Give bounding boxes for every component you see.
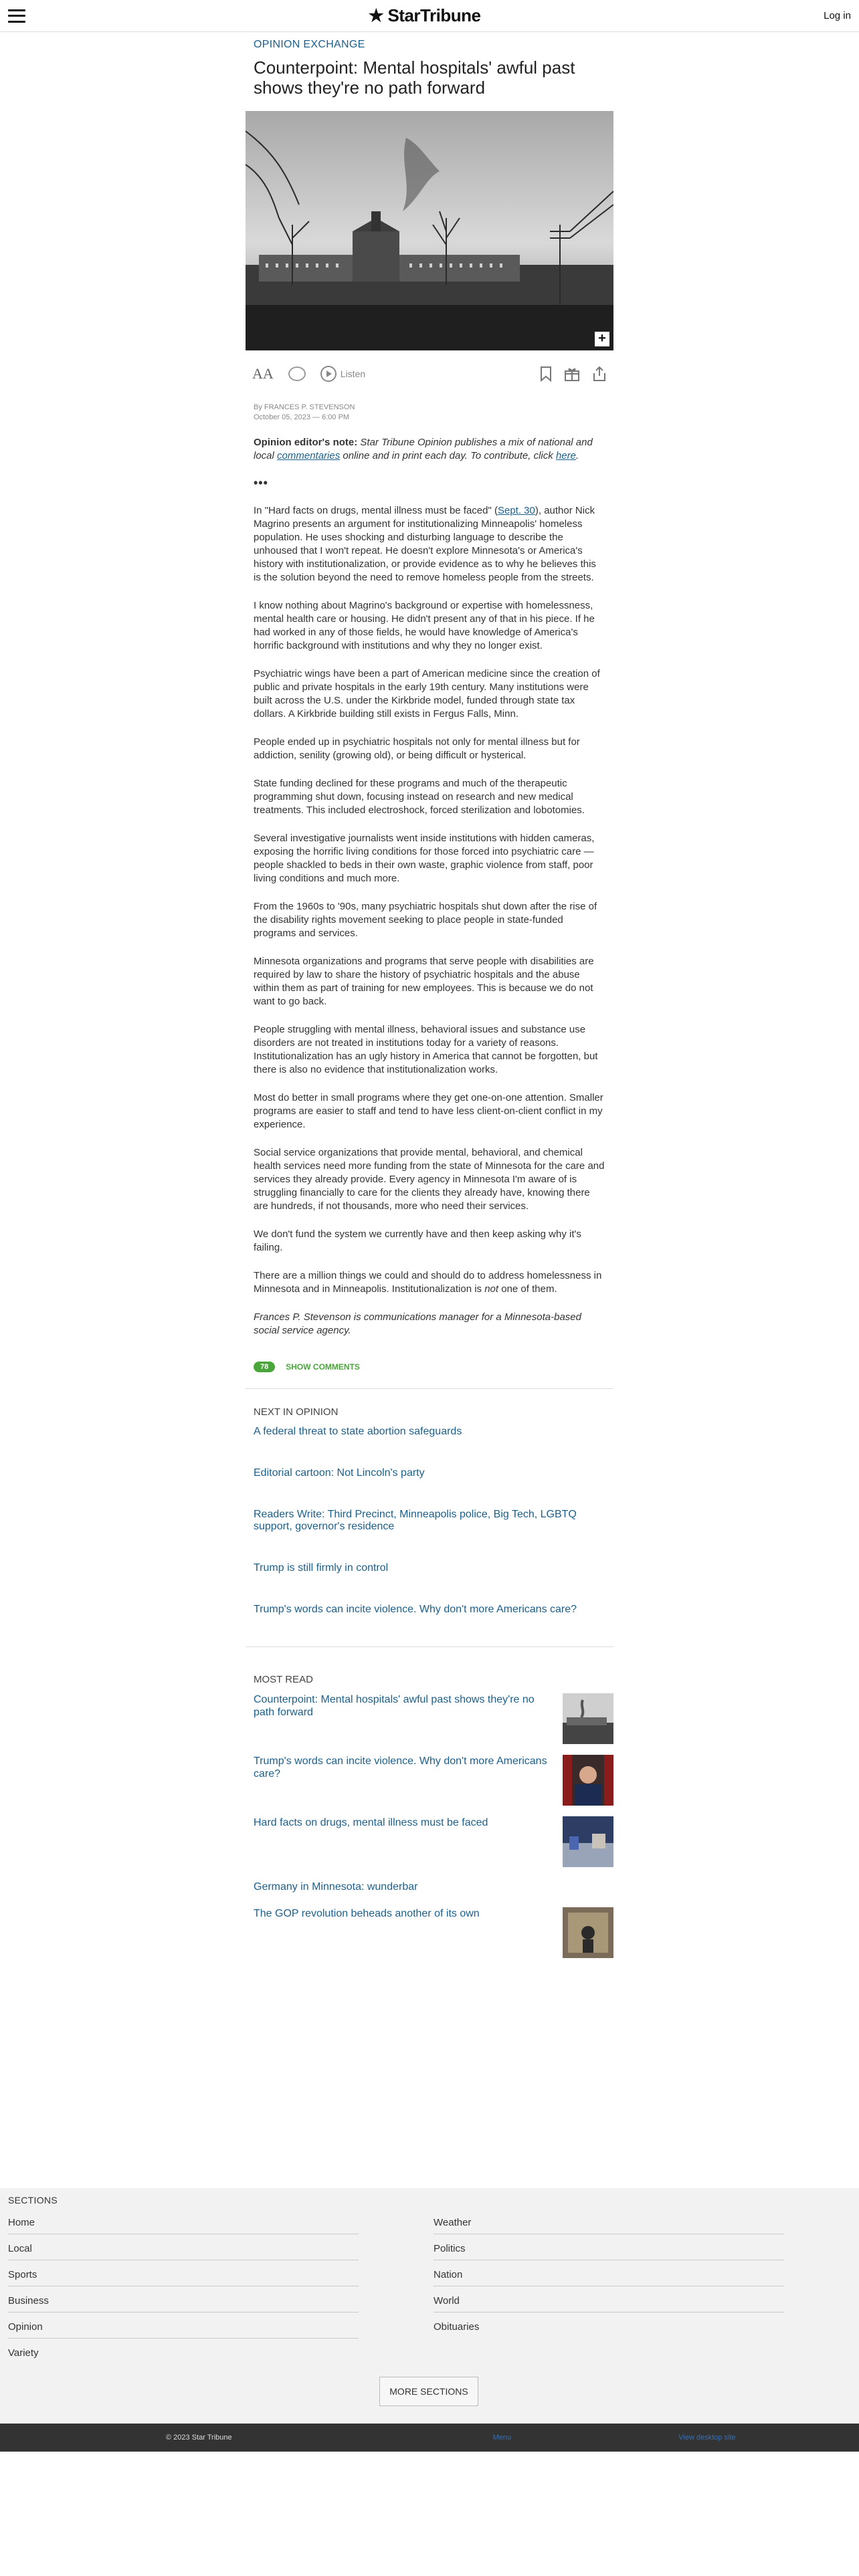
top-bar xyxy=(0,0,859,32)
list-item-title: Hard facts on drugs, mental illness must be faced xyxy=(254,1817,488,1828)
listen-button[interactable] xyxy=(320,366,365,382)
thumbnail xyxy=(563,1693,613,1744)
paragraph: People struggling with mental illness, behavioral issues and substance use disorders are not treated in institutions today for a variety of reasons. Institutionalization has an ugly history in America that cannot be forgotten, but there is also no evidence that institutionalization works. xyxy=(254,1024,598,1075)
author[interactable]: By FRANCES P. STEVENSON xyxy=(254,403,355,411)
note-text: . xyxy=(575,450,579,461)
bookmark-icon[interactable] xyxy=(540,366,552,382)
separator: ••• xyxy=(254,476,268,490)
article-body xyxy=(254,436,605,1337)
note-text: Star Tribune Opinion publishes a mix of national and local xyxy=(254,437,593,461)
paragraph: State funding declined for these programs and much of the therapeutic programming shut down, focusing instead on research and new medical treatments. This included electroshock, forced sterilization and lobotomies. xyxy=(254,778,585,816)
divider xyxy=(246,1646,613,1647)
section-link-world[interactable]: World xyxy=(434,2292,784,2313)
sections-left xyxy=(8,2214,359,2369)
more-sections-button[interactable]: MORE SECTIONS xyxy=(379,2377,478,2406)
byline xyxy=(254,403,613,423)
listen-label: Listen xyxy=(340,368,366,379)
thumbnail xyxy=(563,1755,613,1806)
list-item[interactable] xyxy=(254,1874,613,1902)
login-link[interactable]: Log in xyxy=(824,10,851,21)
desktop-site-link[interactable]: View desktop site xyxy=(678,2434,736,2442)
paragraph: In "Hard facts on drugs, mental illness must be faced" (Sept. 30), author Nick Magrino presents an argument for institutionalizing Minneapolis' homeless population. He uses shocking and disturbing language to describe the unhoused that I won't repeat. He doesn't explore Minnesota's or America's history with institutionalization, or provide evidence as to why he believes this is the solution beyond the need to remove homeless people from the streets. xyxy=(254,505,596,583)
section-link-local[interactable]: Local xyxy=(8,2240,359,2260)
thumbnail xyxy=(563,1907,613,1958)
most-read-title: MOST READ xyxy=(254,1674,313,1685)
section-link-business[interactable]: Business xyxy=(8,2292,359,2313)
section-link-weather[interactable]: Weather xyxy=(434,2214,784,2234)
divider xyxy=(246,1388,613,1389)
show-comments-button[interactable]: SHOW COMMENTS xyxy=(286,1362,360,1372)
list-item-title: Germany in Minnesota: wunderbar xyxy=(254,1881,418,1893)
share-icon[interactable] xyxy=(592,366,607,382)
paragraph: Minnesota organizations and programs that serve people with disabilities are required by law to share the history of psychiatric hospitals and the abuse within them as part of training for new employees. This is because we do not want to go back. xyxy=(254,956,594,1007)
paragraph: Social service organizations that provide mental, behavioral, and chemical health services need more funding from the state of Minnesota for the care and services they already provide. Every agency in Minnesota I'm aware of is struggling financially to care for the clients they already have, knowing there are hundreds, if not thousands, more who need their services. xyxy=(254,1147,605,1212)
text-size-icon[interactable]: AA xyxy=(252,365,274,382)
page-title: Counterpoint: Mental hospitals' awful past shows they're no path forward xyxy=(254,58,575,98)
publish-date: October 05, 2023 — 6:00 PM xyxy=(254,413,350,421)
section-link-nation[interactable]: Nation xyxy=(434,2266,784,2286)
list-item[interactable] xyxy=(254,1693,613,1744)
comment-count-badge[interactable]: 78 xyxy=(254,1362,275,1372)
section-link-variety[interactable]: Variety xyxy=(8,2347,39,2359)
sections-footer xyxy=(0,2188,859,2424)
list-item-title: The GOP revolution beheads another of its own xyxy=(254,1908,480,1919)
list-item[interactable]: Editorial cartoon: Not Lincoln's party xyxy=(254,1467,425,1479)
list-item[interactable]: Trump's words can incite violence. Why don't more Americans care? xyxy=(254,1604,577,1615)
paragraph: Psychiatric wings have been a part of American medicine since the creation of public and private hospitals in the early 19th century. Many institutions were built across the U.S. under the Kirkbride model, funded through state tax dollars. A Kirkbride building still exists in Fergus Falls, Minn. xyxy=(254,668,600,720)
section-link-sports[interactable]: Sports xyxy=(8,2266,359,2286)
asylum-photo xyxy=(246,111,613,350)
footer xyxy=(0,2424,859,2452)
sections-right xyxy=(434,2214,784,2369)
note-label: Opinion editor's note: xyxy=(254,437,358,448)
list-item[interactable]: Readers Write: Third Precinct, Minneapolis police, Big Tech, LGBTQ support, governor's residence xyxy=(254,1509,577,1532)
list-item[interactable]: Trump is still firmly in control xyxy=(254,1562,389,1574)
next-in-opinion-title: NEXT IN OPINION xyxy=(254,1406,339,1418)
gift-icon[interactable] xyxy=(564,366,580,382)
comments-icon[interactable] xyxy=(288,366,306,381)
paragraph: Several investigative journalists went inside institutions with hidden cameras, exposing the horrific living conditions for those forced into psychiatric care — people shackled to beds in their own waste, graphic violence from staff, poor living conditions and much more. xyxy=(254,833,595,884)
commentaries-link[interactable]: commentaries xyxy=(277,450,341,461)
footer-menu-link[interactable]: Menu xyxy=(492,2434,512,2442)
article-column xyxy=(246,39,613,1958)
section-link-opinion[interactable]: Opinion xyxy=(8,2318,359,2339)
editor-note xyxy=(254,436,605,463)
article-toolbar xyxy=(246,365,613,383)
next-in-opinion-list xyxy=(254,1426,613,1616)
list-item[interactable] xyxy=(254,1755,613,1806)
section-link-home[interactable]: Home xyxy=(8,2214,359,2234)
logo[interactable] xyxy=(369,5,481,26)
paragraph: From the 1960s to '90s, many psychiatric hospitals shut down after the rise of the disability rights movement seeking to place people in state-funded programs and services. xyxy=(254,901,597,939)
section-link-politics[interactable]: Politics xyxy=(434,2240,784,2260)
star-icon: ★ xyxy=(368,5,384,25)
list-item[interactable] xyxy=(254,1816,613,1867)
play-icon xyxy=(320,366,337,382)
note-text: online and in print each day. To contribute, click xyxy=(340,450,556,461)
list-item[interactable] xyxy=(254,1907,613,1958)
section-label[interactable]: OPINION EXCHANGE xyxy=(254,39,365,50)
paragraph: There are a million things we could and should do to address homelessness in Minnesota and in Minneapolis. Institutionalization is not one of them. xyxy=(254,1270,602,1295)
contribute-link[interactable]: here xyxy=(555,450,576,461)
comments-bar xyxy=(254,1362,613,1372)
list-item-title: Counterpoint: Mental hospitals' awful past shows they're no path forward xyxy=(254,1694,535,1718)
author-bio: Frances P. Stevenson is communications manager for a Minnesota-based social service agency. xyxy=(254,1311,581,1336)
menu-icon[interactable] xyxy=(8,9,25,23)
list-item[interactable]: A federal threat to state abortion safeguards xyxy=(254,1426,462,1437)
list-item-title: Trump's words can incite violence. Why don't more Americans care? xyxy=(254,1755,547,1780)
paragraph: Most do better in small programs where they get one-on-one attention. Smaller programs are easier to staff and tend to have less client-on-client conflict in my experience. xyxy=(254,1092,603,1130)
paragraph: We don't fund the system we currently have and then keep asking why it's failing. xyxy=(254,1228,581,1253)
sept-30-link[interactable]: Sept. 30 xyxy=(497,505,535,516)
logo-text: StarTribune xyxy=(387,5,481,25)
expand-image-button[interactable]: + xyxy=(595,332,609,346)
paragraph: People ended up in psychiatric hospitals not only for mental illness but for addiction, senility (growing old), or being difficult or hysterical. xyxy=(254,736,580,761)
sections-title: SECTIONS xyxy=(8,2195,58,2206)
thumbnail xyxy=(563,1816,613,1867)
section-link-obituaries[interactable]: Obituaries xyxy=(434,2321,480,2333)
hero-image xyxy=(246,111,613,350)
paragraph: I know nothing about Magrino's background or expertise with homelessness, mental health care or housing. He didn't present any of that in his piece. If he had worked in any of those fields, he would have knowledge of America's horrific background with institutions and why they no longer exist. xyxy=(254,600,595,651)
copyright: © 2023 Star Tribune xyxy=(166,2434,232,2442)
